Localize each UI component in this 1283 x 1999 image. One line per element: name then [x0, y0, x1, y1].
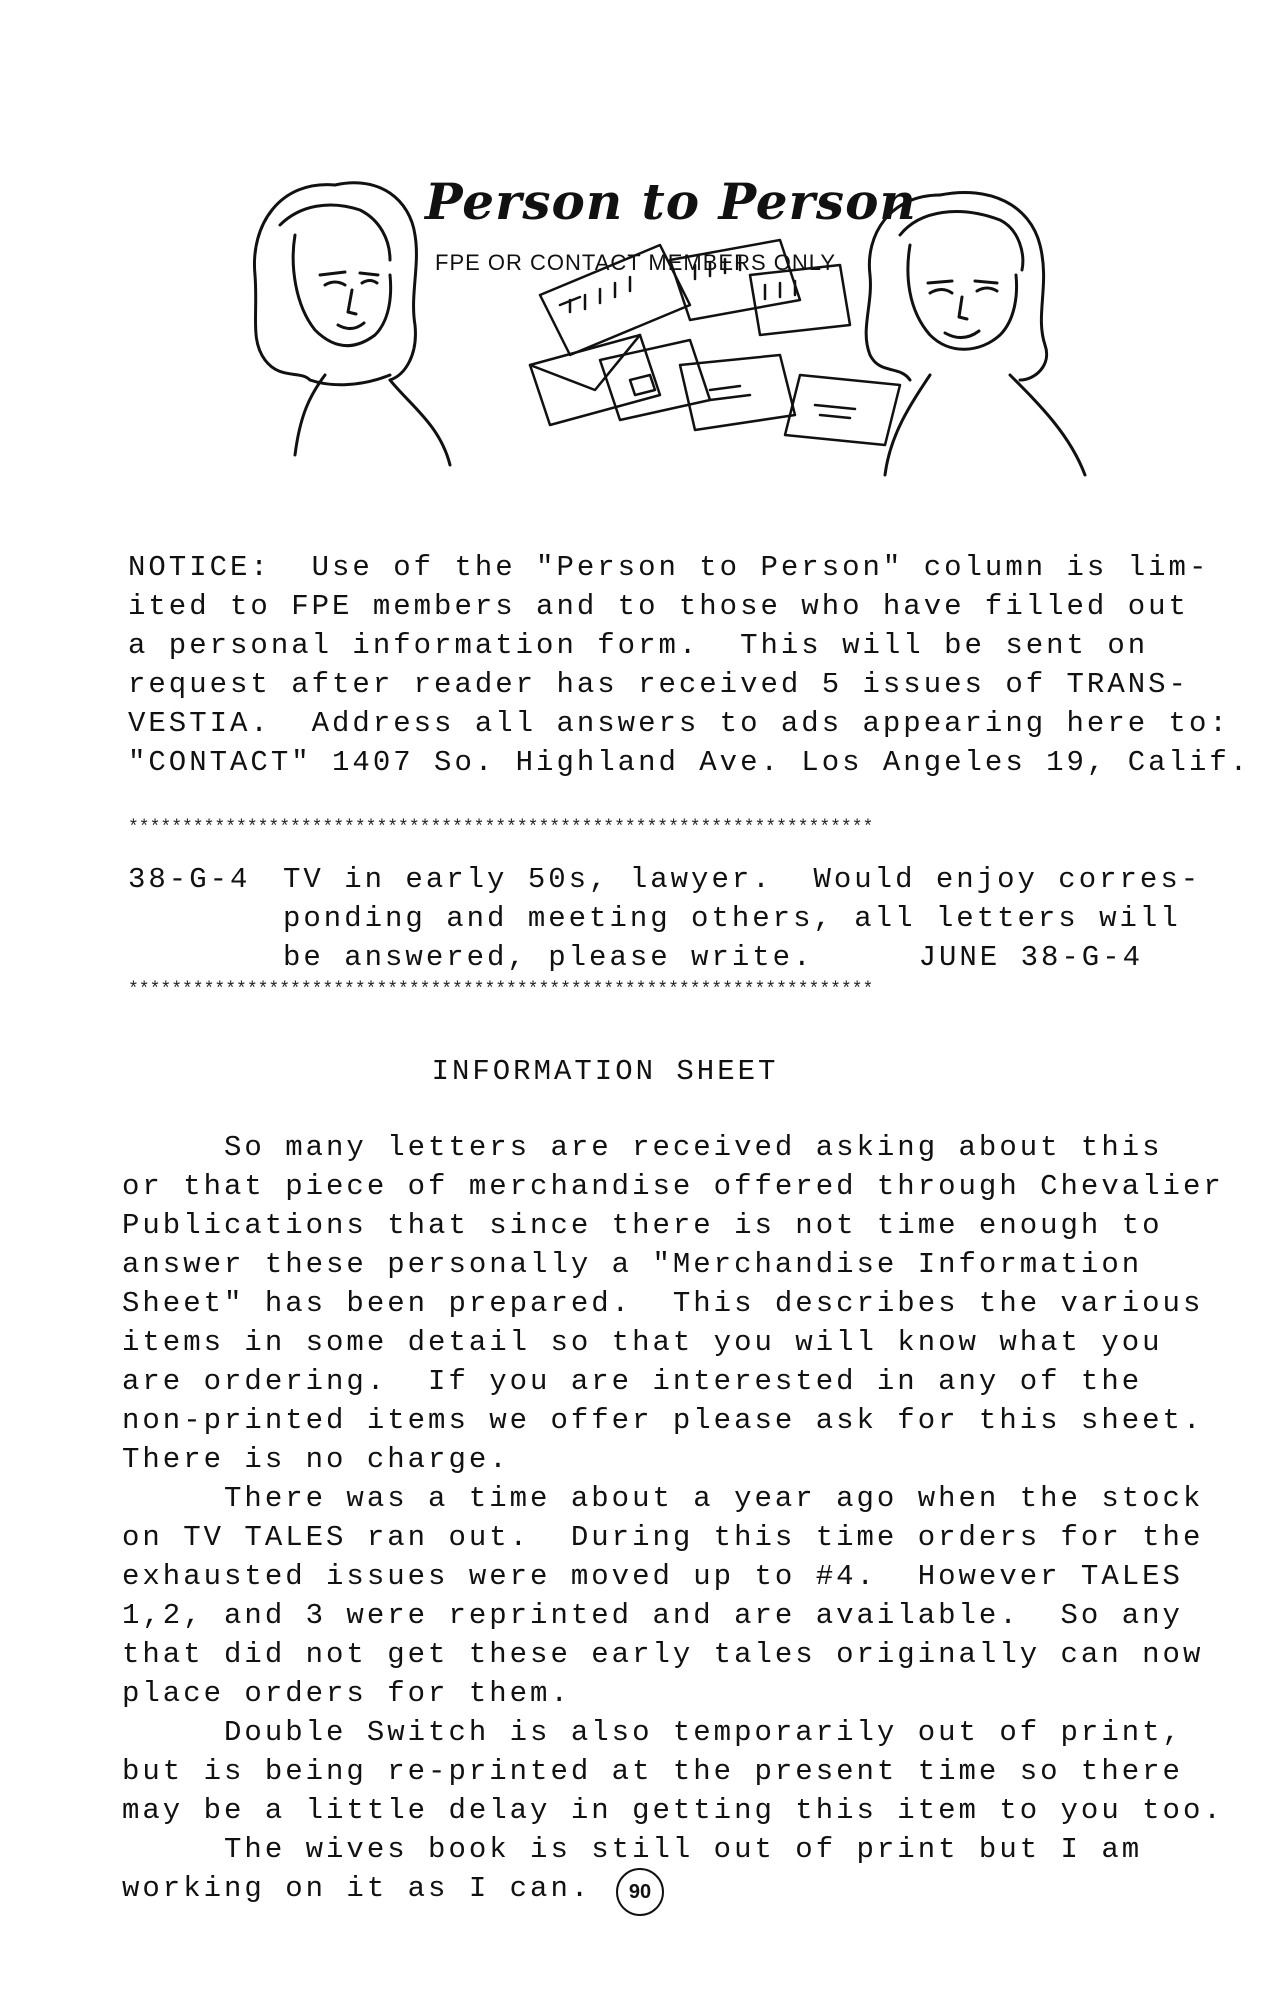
notice-line: VESTIA. Address all answers to ads appearing here to: [128, 707, 1230, 740]
info-sheet-body [122, 1128, 1224, 1908]
ad-signature: JUNE 38-G-4 [918, 941, 1143, 974]
body-line: There was a time about a year ago when the stock [122, 1482, 1204, 1515]
body-line: exhausted issues were moved up to #4. However TALES [122, 1560, 1183, 1593]
body-line: The wives book is still out of print but I am [122, 1833, 1143, 1866]
body-line: are ordering. If you are interested in any of the [122, 1365, 1143, 1398]
body-line: Double Switch is also temporarily out of print, [122, 1716, 1183, 1749]
classified-ad [128, 860, 1202, 977]
column-subtitle: FPE OR CONTACT MEMBERS ONLY [435, 250, 837, 275]
star-divider-bottom: ********************************************************************* [128, 980, 874, 1000]
body-line: Sheet" has been prepared. This describes the various [122, 1287, 1204, 1320]
body-line: on TV TALES ran out. During this time orders for the [122, 1521, 1204, 1554]
body-line: So many letters are received asking about this [122, 1131, 1163, 1164]
body-line: There is no charge. [122, 1443, 510, 1476]
page-number: 90 [616, 1868, 664, 1916]
body-line: items in some detail so that you will know what you [122, 1326, 1163, 1359]
body-line: or that piece of merchandise offered through Chevalier [122, 1170, 1224, 1203]
body-line: but is being re-printed at the present time so there [122, 1755, 1183, 1788]
body-line: answer these personally a "Merchandise Information [122, 1248, 1143, 1281]
left-woman-drawing [254, 183, 450, 465]
ad-code: 38-G-4 [128, 863, 251, 896]
notice-line: "CONTACT" 1407 So. Highland Ave. Los Angeles 19, Calif. [128, 746, 1251, 779]
body-line: non-printed items we offer please ask for this sheet. [122, 1404, 1204, 1437]
star-divider-top: ********************************************************************* [128, 818, 874, 838]
body-line: place orders for them. [122, 1677, 571, 1710]
body-line: may be a little delay in getting this item to you too. [122, 1794, 1224, 1827]
column-title: Person to Person [425, 172, 917, 231]
info-sheet-title: INFORMATION SHEET [431, 1055, 779, 1088]
ad-line: be answered, please write. [283, 941, 814, 974]
body-line: 1,2, and 3 were reprinted and are available. So any [122, 1599, 1183, 1632]
right-woman-drawing [866, 192, 1085, 475]
body-line: working on it as I can. [122, 1872, 592, 1905]
ad-line: TV in early 50s, lawyer. Would enjoy corres- [283, 863, 1202, 896]
ad-line: ponding and meeting others, all letters will [283, 902, 1181, 935]
notice-line: NOTICE: Use of the "Person to Person" column is lim- [128, 551, 1210, 584]
body-line: that did not get these early tales originally can now [122, 1638, 1204, 1671]
body-line: Publications that since there is not time enough to [122, 1209, 1163, 1242]
notice-line: ited to FPE members and to those who have filled out [128, 590, 1189, 623]
notice-line: request after reader has received 5 issues of TRANS- [128, 668, 1189, 701]
notice-paragraph [128, 548, 1250, 782]
notice-line: a personal information form. This will be sent on [128, 629, 1149, 662]
